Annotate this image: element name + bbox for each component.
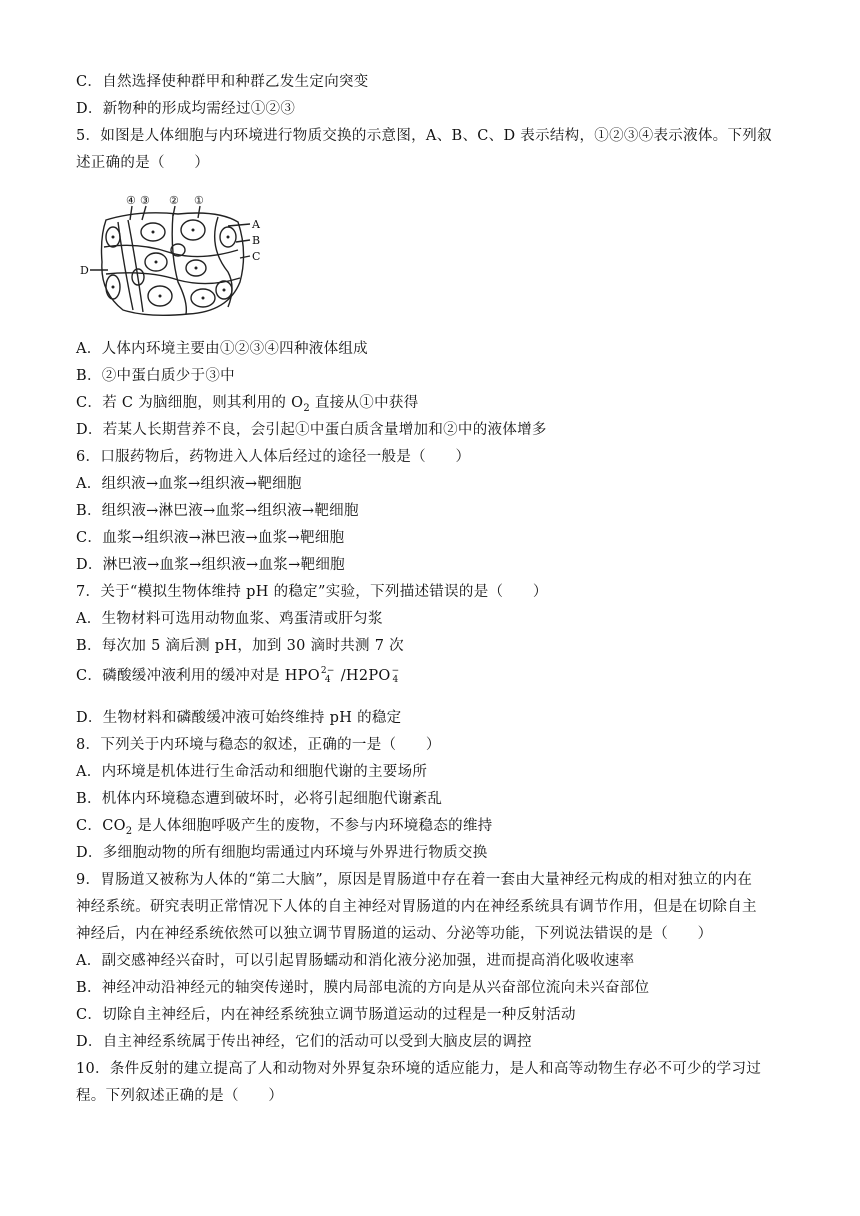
label-1: ① — [194, 194, 204, 207]
label-3: ③ — [140, 194, 150, 207]
option-b-q8: B．机体内环境稳态遭到破坏时，必将引起细胞代谢紊乱 — [76, 791, 443, 807]
option-a-q7: A．生物材料可选用动物血浆、鸡蛋清或肝匀浆 — [76, 611, 383, 627]
option-c-q4: C．自然选择使种群甲和种群乙发生定向突变 — [76, 74, 369, 90]
option-c-q6: C．血浆→组织液→淋巴液→血浆→靶细胞 — [76, 530, 345, 546]
label-a: A — [252, 218, 260, 231]
question-9-stem-cont1: 神经系统。研究表明正常情况下人体的自主神经对胃肠道的内在神经系统具有调节作用，但是在切除自主 — [76, 899, 757, 915]
question-7-stem: 7．关于“模拟生物体维持 pH 的稳定”实验，下列描述错误的是（ ） — [76, 584, 548, 600]
question-6-stem: 6．口服药物后，药物进入人体后经过的途径一般是（ ） — [76, 449, 471, 465]
label-c: C — [252, 250, 261, 263]
option-c-q9: C．切除自主神经后，内在神经系统独立调节肠道运动的过程是一种反射活动 — [76, 1007, 576, 1023]
option-a-q8: A．内环境是机体进行生命活动和细胞代谢的主要场所 — [76, 764, 428, 780]
option-d-q8: D．多细胞动物的所有细胞均需通过内环境与外界进行物质交换 — [76, 845, 488, 861]
cell-exchange-diagram — [78, 192, 288, 322]
question-10-stem-cont: 程。下列叙述正确的是（ ） — [76, 1088, 284, 1104]
option-d-q5: D．若某人长期营养不良，会引起①中蛋白质含量增加和②中的液体增多 — [76, 422, 547, 438]
option-d-q4: D．新物种的形成均需经过①②③ — [76, 101, 296, 117]
option-b-q5: B．②中蛋白质少于③中 — [76, 368, 235, 384]
label-d: D — [80, 264, 89, 277]
option-c-q7: C．磷酸缓冲液利用的缓冲对是 HPO 2− 4 /H2PO − 4 — [76, 666, 400, 685]
option-d-q6: D．淋巴液→血浆→组织液→血浆→靶细胞 — [76, 557, 345, 573]
option-a-q9: A．副交感神经兴奋时，可以引起胃肠蠕动和消化液分泌加强，进而提高消化吸收速率 — [76, 953, 635, 969]
option-a-q5: A．人体内环境主要由①②③④四种液体组成 — [76, 341, 368, 357]
label-2: ② — [169, 194, 179, 207]
option-b-q9: B．神经冲动沿神经元的轴突传递时，膜内局部电流的方向是从兴奋部位流向未兴奋部位 — [76, 980, 650, 996]
label-4: ④ — [126, 194, 136, 207]
option-b-q6: B．组织液→淋巴液→血浆→组织液→靶细胞 — [76, 503, 359, 519]
option-c-q5: C．若 C 为脑细胞，则其利用的 $O_2$ 直接从①中获得 — [76, 395, 419, 414]
question-5-stem: 5．如图是人体细胞与内环境进行物质交换的示意图，A、B、C、D 表示结构，①②③④表示液体。下列叙 — [76, 128, 772, 144]
label-b: B — [252, 234, 261, 247]
option-d-q7: D．生物材料和磷酸缓冲液可始终维持 pH 的稳定 — [76, 710, 402, 726]
question-8-stem: 8．下列关于内环境与稳态的叙述，正确的一是（ ） — [76, 737, 441, 753]
option-d-q9: D．自主神经系统属于传出神经，它们的活动可以受到大脑皮层的调控 — [76, 1034, 532, 1050]
question-10-stem: 10．条件反射的建立提高了人和动物对外界复杂环境的适应能力，是人和高等动物生存必不可少的学习过 — [76, 1061, 762, 1077]
option-b-q7: B．每次加 5 滴后测 pH，加到 30 滴时共测 7 次 — [76, 638, 404, 654]
question-9-stem: 9．胃肠道又被称为人体的“第二大脑”，原因是胃肠道中存在着一套由大量神经元构成的相对独立的内在 — [76, 872, 753, 888]
question-5-stem-cont: 述正确的是（ ） — [76, 155, 210, 171]
option-a-q6: A．组织液→血浆→组织液→靶细胞 — [76, 476, 302, 492]
question-9-stem-cont2: 神经后，内在神经系统依然可以独立调节胃肠道的运动、分泌等功能，下列说法错误的是（ ） — [76, 926, 713, 942]
option-c-q8: C．$CO_2$ 是人体细胞呼吸产生的废物，不参与内环境稳态的维持 — [76, 818, 493, 837]
